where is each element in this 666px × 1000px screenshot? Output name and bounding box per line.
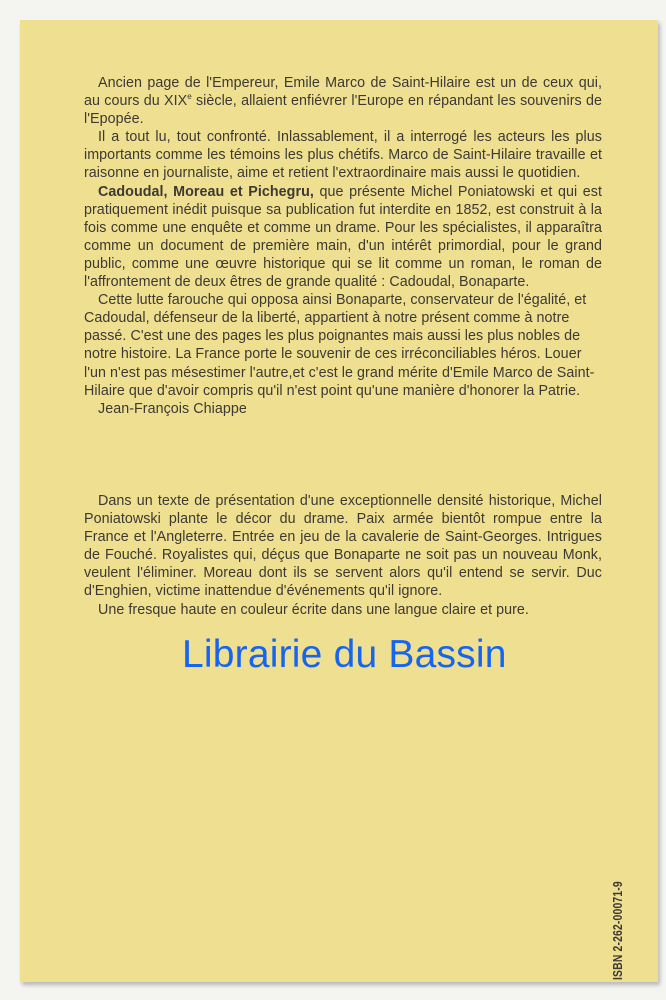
superscript-e: e [187, 92, 192, 102]
paragraph-4: Cette lutte farouche qui opposa ainsi Bonaparte, conservateur de l'égalité, et Cadoudal, défenseur de la liberté, appartient à notre présent comme à notre passé. C'est une des pages les plus poignantes mais aussi les plus nobles de notre histoire. La France porte le souvenir de ces irréconciliables héros. Louer l'un n'est pas mésestimer l'autre,et c'est le grand mérite d'Emile Marco de Saint-Hilaire que d'avoir compris qu'il n'est point qu'une manière d'honorer la Patrie. [84, 292, 595, 399]
back-cover-text [84, 74, 602, 418]
paragraph-1-tail: siècle, allaient enfiévrer l'Europe en répandant les souvenirs de l'Epopée. [84, 93, 602, 128]
signature: Jean-François Chiappe [98, 400, 247, 417]
isbn-label: ISBN 2-262-00071-9 [610, 881, 625, 980]
paragraph-3-text: que présente Michel Poniatowski et qui est pratiquement inédit puisque sa publication fut interdite en 1852, est construit à la fois comme une enquête et comme un drame. Pour les spécialistes, il apparaîtra comme un document de première main, d'un intérêt primordial, pour le grand public, comme une œuvre historique qui se lit comme un roman, le roman de l'affrontement de deux êtres de grande qualité : Cadoudal, Bonaparte. [84, 183, 603, 291]
paragraph-1-text: Ancien page de l'Empereur, Emile Marco de Saint-Hilaire est un de ceux qui, au cours du XIX [84, 75, 602, 110]
book-back-cover [20, 20, 658, 982]
bookseller-watermark: Librairie du Bassin [182, 633, 507, 676]
presentation-paragraph-2: Une fresque haute en couleur écrite dans une langue claire et pure. [98, 601, 529, 618]
presentation-text [84, 492, 602, 619]
paragraph-1 [84, 74, 602, 128]
paragraph-3 [84, 183, 602, 292]
presentation-paragraph-1: Dans un texte de présentation d'une exceptionnelle densité historique, Michel Poniatowski plante le décor du drame. Paix armée bientôt rompue entre la France et l'Angleterre. Entrée en jeu de la cavalerie de Saint-Georges. Intrigues de Fouché. Royalistes qui, déçus que Bonaparte ne soit pas un nouveau Monk, veulent l'éliminer. Moreau dont ils se servent alors qu'il entend se servir. Duc d'Enghien, victime inattendue d'événements qu'il ignore. [84, 493, 602, 600]
paragraph-2: Il a tout lu, tout confronté. Inlassablement, il a interrogé les acteurs les plus importants comme les témoins les plus chétifs. Marco de Saint-Hilaire travaille et raisonne en journaliste, aime et retient l'extraordinaire mais aussi le quotidien. [84, 129, 602, 182]
book-title-lead: Cadoudal, Moreau et Pichegru, [98, 183, 314, 200]
